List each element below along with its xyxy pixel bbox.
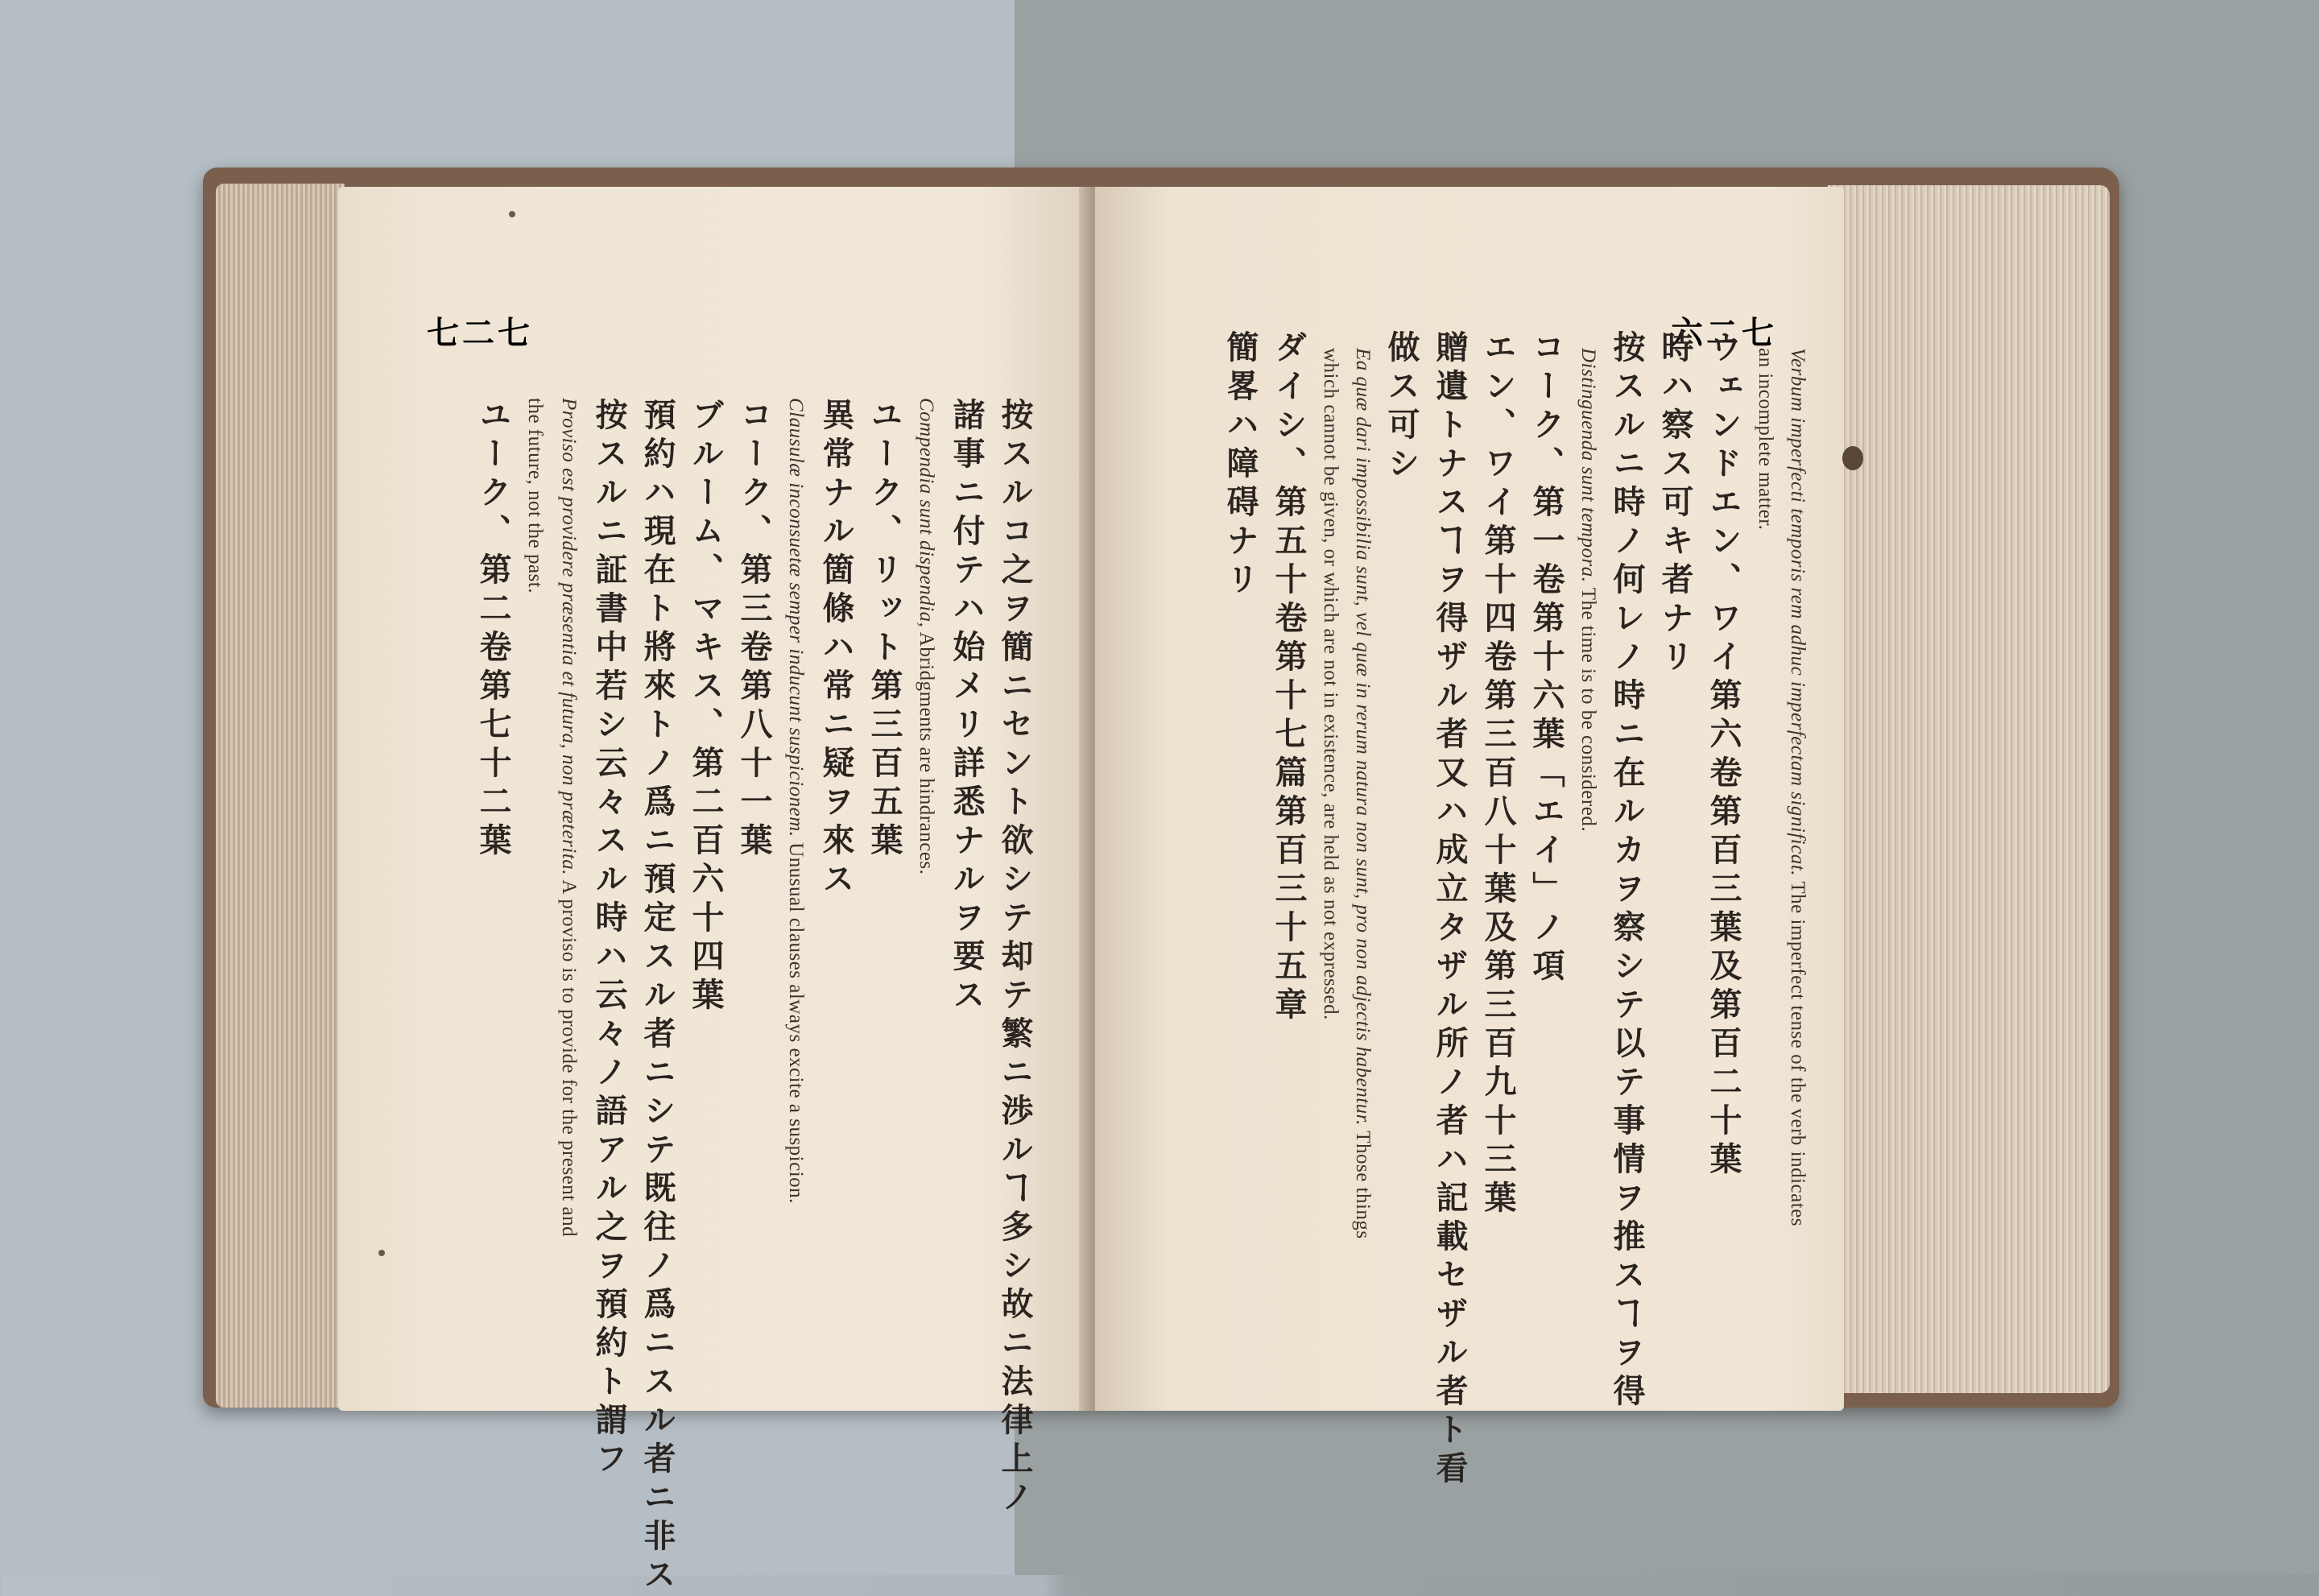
japanese-text-column: ダイシ、第五十卷第十七篇第百三十五章 bbox=[1270, 330, 1308, 1026]
english-text-column bbox=[1755, 348, 1775, 530]
left-page bbox=[338, 187, 1095, 1596]
english-translation: which cannot be given, or which are not in existence, are held as not expressed. bbox=[1320, 348, 1341, 1020]
english-translation: the future, not the past. bbox=[524, 398, 546, 593]
paper-speck bbox=[509, 211, 515, 217]
japanese-text-column: 做ス可シ bbox=[1383, 330, 1420, 485]
japanese-text-column: 異常ナル箇條ハ常ニ疑ヲ來ス bbox=[817, 398, 855, 900]
japanese-text-column: 按スルニ時ノ何レノ時ニ在ルカヲ察シテ以テ事情ヲ推スヿヲ得 bbox=[1608, 330, 1646, 1412]
page-edges-left bbox=[216, 184, 345, 1408]
japanese-text-column: コーク、第一卷第十六葉「エイ」ノ項 bbox=[1527, 330, 1565, 987]
english-translation: A proviso is to provide for the present and bbox=[558, 875, 580, 1238]
paper-speck bbox=[378, 1250, 385, 1256]
english-text-column bbox=[1321, 348, 1341, 1020]
japanese-text-column: 簡畧ハ障碍ナリ bbox=[1222, 330, 1259, 601]
right-page bbox=[1095, 187, 1844, 1490]
japanese-text-column: エン、ワイ第十四卷第三百八十葉及第三百九十三葉 bbox=[1479, 330, 1517, 1219]
english-text-column bbox=[916, 398, 936, 874]
latin-maxim: Proviso est providere præsentia et futura, non præterita. bbox=[558, 398, 580, 876]
japanese-text-column: ユーク、リット第三百五葉 bbox=[866, 398, 903, 862]
latin-maxim: Verbum imperfecti temporis rem adhuc imperfectam significat. bbox=[1787, 348, 1808, 877]
paper-hole bbox=[1842, 446, 1863, 470]
latin-maxim: Ea quæ dari impossibilia sunt, vel quæ in rerum natura non sunt, pro non adjectis habentur. bbox=[1352, 348, 1374, 1126]
japanese-text-column: 贈遺トナスヿヲ得ザル者又ハ成立タザル所ノ者ハ記載セザル者ト看 bbox=[1431, 330, 1469, 1490]
right-page-number: 六二七 bbox=[1671, 314, 1777, 352]
japanese-text-column: 時ハ察ス可キ者ナリ bbox=[1656, 330, 1694, 678]
page-edges-right bbox=[1828, 185, 2110, 1393]
latin-maxim: Distinguenda sunt tempora. bbox=[1577, 348, 1599, 583]
english-text-column bbox=[559, 398, 579, 1237]
japanese-text-column: 按スルニ証書中若シ云々スル時ハ云々ノ語アル之ヲ預約ト謂フ bbox=[590, 398, 628, 1480]
english-translation: Abridgments are hindrances. bbox=[916, 627, 937, 875]
english-translation: The time is to be considered. bbox=[1577, 582, 1599, 833]
japanese-text-column: 諸事ニ付テハ始メリ詳悉ナルヲ要ス bbox=[948, 398, 986, 1016]
japanese-text-column: ブルーム、マキス、第二百六十四葉 bbox=[687, 398, 725, 1016]
english-translation: Unusual clauses always excite a suspicion. bbox=[785, 837, 807, 1204]
latin-maxim: Clausulæ inconsuetæ semper inducunt suspicionem. bbox=[785, 398, 807, 837]
english-text-column bbox=[786, 398, 806, 1204]
english-text-column bbox=[1353, 348, 1373, 1239]
japanese-text-column: コーク、第三卷第八十一葉 bbox=[735, 398, 773, 862]
japanese-text-column: ユーク、第二卷第七十二葉 bbox=[474, 398, 512, 862]
japanese-text-column: 按スルコ之ヲ簡ニセント欲シテ却テ繁ニ渉ルヿ多シ故ニ法律上ノ bbox=[996, 398, 1034, 1519]
english-translation: The imperfect tense of the verb indicates bbox=[1787, 876, 1808, 1227]
japanese-text-column: ウェンドエン、ワイ第六卷第百三葉及第百二十葉 bbox=[1705, 330, 1742, 1180]
english-translation: an incomplete matter. bbox=[1755, 348, 1776, 531]
english-text-column bbox=[1788, 348, 1808, 1226]
japanese-text-column: 預約ハ現在ト將來トノ爲ニ預定スル者ニシテ既往ノ爲ニスル者ニ非ス bbox=[639, 398, 676, 1596]
latin-maxim: Compendia sunt dispendia, bbox=[916, 398, 937, 628]
english-text-column bbox=[1578, 348, 1598, 832]
english-text-column bbox=[525, 398, 545, 593]
english-translation: Those things bbox=[1352, 1125, 1374, 1239]
left-page-number: 七二七 bbox=[427, 314, 533, 352]
